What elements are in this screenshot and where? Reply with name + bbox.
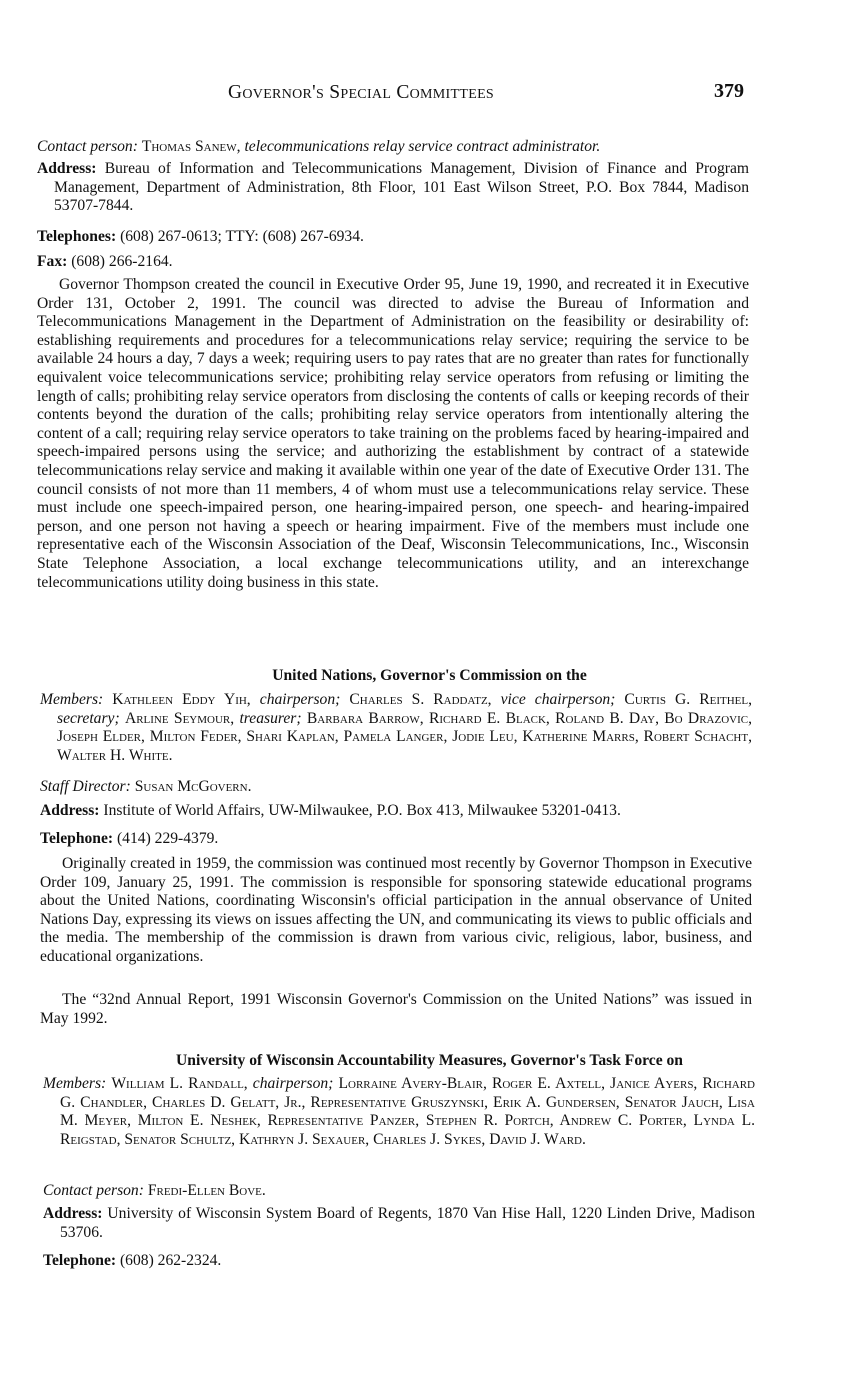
- un-member-role: chairperson;: [259, 691, 341, 708]
- telecom-telephones-label: Telephones:: [37, 228, 117, 245]
- un-staff-label: Staff Director:: [40, 778, 131, 795]
- un-report: [40, 991, 752, 1028]
- un-address-label: Address:: [40, 802, 100, 819]
- telecom-fax-label: Fax:: [37, 253, 68, 270]
- running-head: Governor's Special Committees: [228, 82, 495, 103]
- uw-address-text: University of Wisconsin System Board of Regents, 1870 Van Hise Hall, 1220 Linden Drive, Madison 53706.: [60, 1205, 755, 1241]
- telecom-telephones: [37, 228, 749, 247]
- un-description-text: Originally created in 1959, the commission was continued most recently by Governor Thompson in Executive Order 109, January 25, 1991. The commission is responsible for sponsoring statewide educational programs about the United Nations, coordinating Wisconsin's official participation in the annual observance of United Nations Day, expressing its views on issues affecting the UN, and communicating its views to public officials and the media. The membership of the commission is drawn from various civic, religious, labor, business, and educational organizations.: [40, 855, 752, 965]
- un-member-role: treasurer;: [239, 709, 302, 727]
- telecom-telephones-text: (608) 267-0613; TTY: (608) 267-6934.: [120, 228, 364, 245]
- un-address-text: Institute of World Affairs, UW-Milwaukee, P.O. Box 413, Milwaukee 53201-0413.: [103, 802, 621, 819]
- un-member-name: Curtis G. Reithel,: [624, 691, 753, 708]
- un-member-name: Kathleen Eddy Yih,: [112, 691, 251, 708]
- un-telephone-label: Telephone:: [40, 830, 114, 847]
- uw-contact: [43, 1182, 755, 1201]
- telecom-address-text: Bureau of Information and Telecommunications Management, Division of Finance and Program Management, Department of Administration, 8th Floor, 101 East Wilson Street, P.O. Box 7844, Madison 53707-7844.: [54, 160, 749, 215]
- telecom-contact-label: Contact person:: [37, 138, 138, 155]
- uw-member-role: chairperson;: [252, 1075, 334, 1092]
- un-heading: United Nations, Governor's Commission on the: [272, 667, 587, 684]
- telecom-contact-role: telecommunications relay service contract administrator.: [244, 138, 601, 155]
- uw-members: [43, 1075, 755, 1149]
- uw-address: [43, 1205, 755, 1242]
- uw-contact-label: Contact person:: [43, 1182, 144, 1199]
- uw-members-rest: Lorraine Avery-Blair, Roger E. Axtell, Janice Ayers, Richard G. Chandler, Charles D. Gelatt, Jr., Representative Gruszynski, Erik A. Gundersen, Senator Jauch, Lisa M. Meyer, Milton E. Neshek, Representative Panzer, Stephen R. Portch, Andrew C. Porter, Lynda L. Reigstad, Senator Schultz, Kathryn J. Sexauer, Charles J. Sykes, David J. Ward.: [60, 1075, 755, 1148]
- page-number: 379: [714, 80, 744, 102]
- uw-members-label: Members:: [43, 1075, 107, 1092]
- un-telephone: [40, 830, 752, 849]
- uw-telephone-label: Telephone:: [43, 1252, 117, 1269]
- telecom-address: [37, 160, 749, 216]
- uw-heading: University of Wisconsin Accountability Measures, Governor's Task Force on: [176, 1052, 683, 1069]
- telecom-address-label: Address:: [37, 160, 97, 177]
- un-staff: [40, 778, 752, 797]
- uw-contact-name: Fredi-Ellen Bove.: [147, 1182, 266, 1199]
- telecom-fax: [37, 253, 749, 272]
- page-header: [0, 80, 859, 114]
- un-members-label: Members:: [40, 691, 104, 708]
- uw-telephone-text: (608) 262-2324.: [119, 1252, 222, 1269]
- un-members: [40, 691, 752, 765]
- uw-address-label: Address:: [43, 1205, 103, 1222]
- telecom-description: [37, 276, 749, 592]
- un-member-role: secretary;: [57, 709, 120, 727]
- uw-member-name: William L. Randall,: [111, 1075, 248, 1092]
- un-description: [40, 855, 752, 967]
- un-address: [40, 802, 752, 821]
- uw-telephone: [43, 1252, 755, 1271]
- un-report-text: The “32nd Annual Report, 1991 Wisconsin Governor's Commission on the United Nations” was issued in May 1992.: [40, 991, 752, 1027]
- telecom-fax-text: (608) 266-2164.: [71, 253, 173, 270]
- telecom-contact-name: Thomas Sanew,: [141, 138, 241, 155]
- un-member-name: Charles S. Raddatz,: [349, 691, 492, 708]
- telecom-description-text: Governor Thompson created the council in Executive Order 95, June 19, 1990, and recreated it in Executive Order 131, October 2, 1991. The council was directed to advise the Bureau of Information and Telecommunications Management in the Department of Administration on the feasibility or desirability of: establishing requirements and procedures for a telecommunications relay service; requiring the service to be available 24 hours a day, 7 days a week; requiring users to pay rates that are no greater than rates for functionally equivalent voice telecommunications service; prohibiting relay service operators from refusing or limiting the length of calls; prohibiting relay service operators from disclosing the contents of calls or keeping records of their contents beyond the duration of the calls; prohibiting relay service operators from intentionally altering the content of a call; requiring relay service operators to take training on the problems faced by hearing-impaired and speech-impaired persons using the service; and authorizing the establishment by contract of a statewide telecommunications relay service and making it available within one year of the date of Executive Order 131. The council consists of not more than 11 members, 4 of whom must use a telecommunications relay service. These must include one speech-impaired person, one hearing-impaired person, one speech- and hearing-impaired person, and one person not having a speech or hearing impairment. Five of the members must include one representative each of the Wisconsin Association of the Deaf, Wisconsin Telecommunications, Inc., Wisconsin State Telephone Association, a local exchange telecommunications utility, and an interexchange telecommunications utility doing business in this state.: [37, 276, 749, 591]
- un-staff-name: Susan McGovern.: [134, 778, 252, 795]
- un-member-name: Arline Seymour,: [124, 709, 235, 727]
- un-members-rest: Barbara Barrow, Richard E. Black, Roland B. Day, Bo Drazovic, Joseph Elder, Milton Feder, Shari Kaplan, Pamela Langer, Jodie Leu, Katherine Marrs, Robert Schacht, Walter H. White.: [57, 709, 752, 764]
- un-telephone-text: (414) 229-4379.: [116, 830, 219, 847]
- un-member-role: vice chairperson;: [500, 691, 616, 708]
- telecom-contact: [37, 138, 749, 157]
